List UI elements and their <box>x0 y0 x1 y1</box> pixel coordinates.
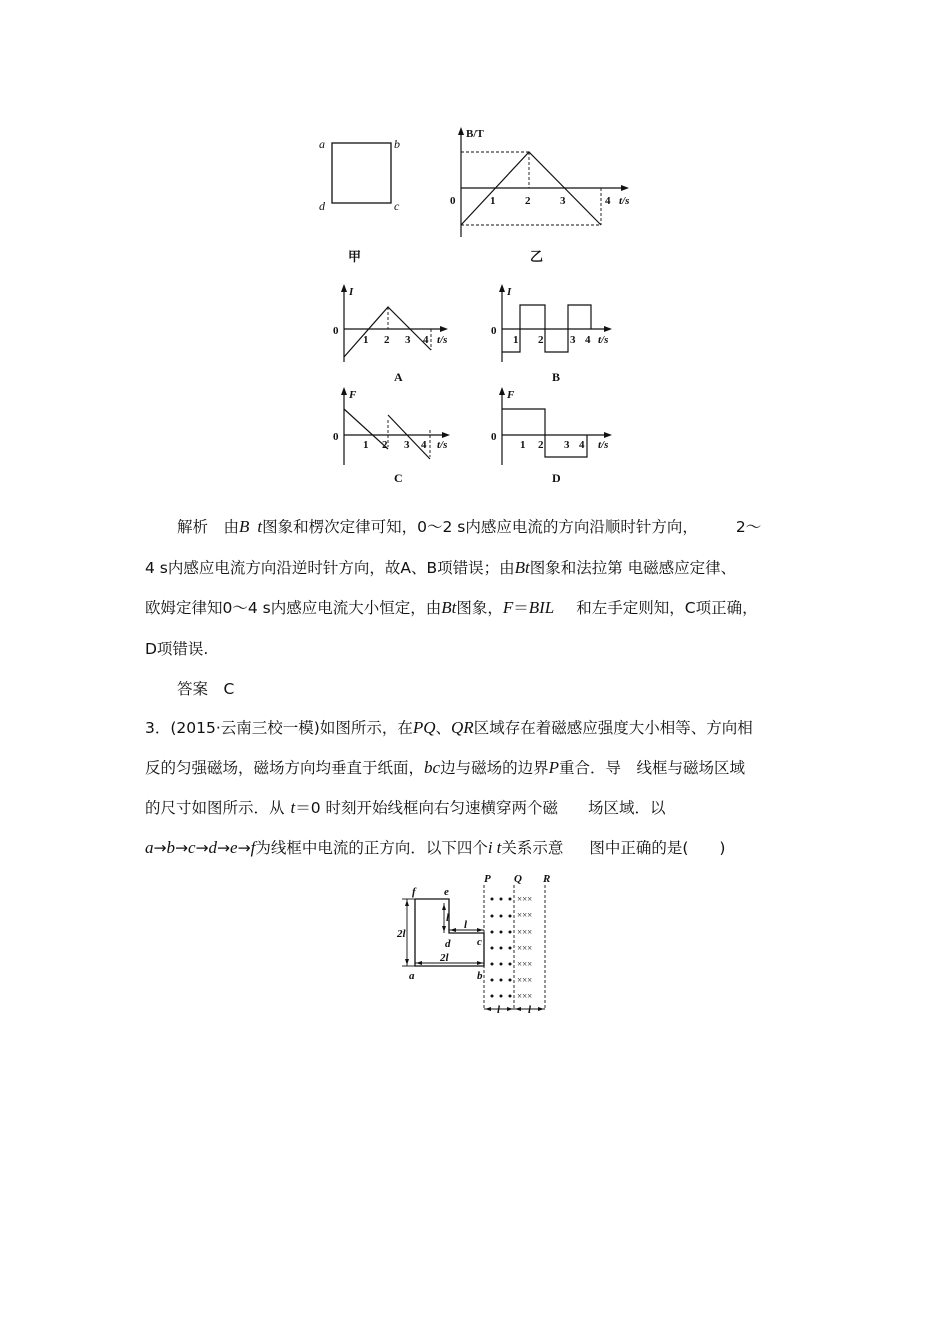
figure-yi <box>445 125 645 265</box>
dim-arrow <box>405 959 409 965</box>
dim-arrow <box>477 928 483 932</box>
dim-arrow <box>538 1007 544 1011</box>
label-a: a <box>409 970 415 982</box>
svg-text:×××: ××× <box>517 910 533 920</box>
y-axis-arrow <box>458 127 464 135</box>
svg-text:×××: ××× <box>517 959 533 969</box>
dim-arrow <box>442 904 446 910</box>
tick-1: 1 <box>513 334 519 346</box>
corner-d: d <box>319 199 325 213</box>
svg-text:×××: ××× <box>517 927 533 937</box>
label-p: P <box>484 873 491 885</box>
arrow-icon: → <box>217 839 231 857</box>
analysis-line-2: 4 s内感应电流方向沿逆时针方向，故A、B项错误；由Bt图象和法拉第 电磁感应定律、 <box>145 558 737 577</box>
dim-arrow <box>450 928 456 932</box>
x-axis-arrow <box>621 185 629 191</box>
tick-4: 4 <box>423 334 429 346</box>
f-t-curve <box>502 409 587 457</box>
label-2l-vertical: 2l <box>397 928 406 940</box>
question-3-figure <box>388 870 568 1015</box>
y-axis-arrow <box>499 284 505 292</box>
option-b-graph <box>488 282 628 387</box>
label-d: d <box>445 938 451 950</box>
field-dots-pq <box>491 898 512 998</box>
arrow-icon: → <box>195 839 209 857</box>
dim-arrow <box>485 1007 491 1011</box>
x-label: t/s <box>437 334 448 346</box>
y-axis-arrow <box>341 284 347 292</box>
x-label: t/s <box>619 195 630 207</box>
question-3-line-3: 的尺寸如图所示．从 t＝0 时刻开始线框向右匀速横穿两个磁 场区域．以 <box>145 798 666 817</box>
corner-a: a <box>319 137 325 151</box>
tick-3: 3 <box>405 334 411 346</box>
analysis-line-1: 解析 由B t图象和楞次定律可知，0～2 s内感应电流的方向沿顺时针方向， 2～ <box>177 517 762 536</box>
y-axis-arrow <box>341 387 347 395</box>
x-label: t/s <box>598 334 609 346</box>
dim-arrow <box>515 1007 521 1011</box>
f-segment-2 <box>388 415 430 459</box>
figure-jia <box>310 130 400 265</box>
x-label: t/s <box>598 439 609 451</box>
field-crosses-qr <box>517 894 532 1001</box>
arrow-icon: → <box>153 839 167 857</box>
tick-2: 2 <box>538 439 544 451</box>
tick-2: 2 <box>525 195 531 207</box>
tick-2: 2 <box>382 439 388 451</box>
origin-label: 0 <box>450 195 456 207</box>
corner-c: c <box>394 199 400 213</box>
tick-4: 4 <box>579 439 585 451</box>
caption-a: A <box>394 370 403 384</box>
svg-text:×××: ××× <box>517 894 533 904</box>
y-axis-arrow <box>499 387 505 395</box>
tick-1: 1 <box>520 439 526 451</box>
square-loop <box>332 143 391 203</box>
label-l-qr: l <box>528 1004 532 1016</box>
analysis-line-4: D项错误. <box>145 640 209 658</box>
x-axis-arrow <box>442 432 450 438</box>
dim-arrow <box>477 961 483 965</box>
analysis-line-3: 欧姆定律知0～4 s内感应电流大小恒定，由Bt图象，F＝BIL 和左手定则知，C项正确， <box>145 598 758 617</box>
tick-4: 4 <box>421 439 427 451</box>
arrow-icon: → <box>175 839 188 857</box>
i-t-curve <box>344 307 431 357</box>
question-3-line-1: 3．(2015·云南三校一模)如图所示，在PQ、QR区域存在着磁感应强度大小相等、方向相 <box>145 718 753 737</box>
option-c-graph <box>330 385 470 490</box>
x-label: t/s <box>437 439 448 451</box>
tick-2: 2 <box>538 334 544 346</box>
y-label: F <box>349 389 357 401</box>
question-3-line-4: a→b→c→d→e→f为线框中电流的正方向．以下四个i t关系示意 图中正确的是( ) <box>145 838 726 857</box>
tick-1: 1 <box>490 195 496 207</box>
option-d-graph <box>488 385 628 490</box>
label-2l-horizontal: 2l <box>440 952 449 964</box>
label-l-horizontal: l <box>464 919 468 931</box>
label-b: b <box>477 970 483 982</box>
tick-1: 1 <box>363 439 369 451</box>
y-label: B/T <box>466 128 484 140</box>
tick-4: 4 <box>585 334 591 346</box>
tick-2: 2 <box>384 334 390 346</box>
origin-label: 0 <box>491 431 497 443</box>
caption-c: C <box>394 471 403 485</box>
label-e: e <box>444 886 449 898</box>
dim-arrow <box>507 1007 513 1011</box>
y-label: F <box>507 389 515 401</box>
origin-label: 0 <box>333 431 339 443</box>
label-q: Q <box>514 873 522 885</box>
question-3-line-2: 反的匀强磁场，磁场方向均垂直于纸面，bc边与磁场的边界P重合．导 线框与磁场区域 <box>145 758 745 777</box>
label-r: R <box>543 873 551 885</box>
tick-3: 3 <box>560 195 566 207</box>
tick-3: 3 <box>564 439 570 451</box>
origin-label: 0 <box>491 325 497 337</box>
tick-3: 3 <box>570 334 576 346</box>
dim-arrow <box>416 961 422 965</box>
caption-jia: 甲 <box>348 249 362 264</box>
x-axis-arrow <box>604 432 612 438</box>
label-c: c <box>477 936 482 948</box>
tick-1: 1 <box>363 334 369 346</box>
corner-b: b <box>394 137 400 151</box>
label-f: f <box>412 886 416 898</box>
svg-text:×××: ××× <box>517 975 533 985</box>
answer-line: 答案 C <box>177 680 235 698</box>
label-l-vertical: l <box>446 912 450 924</box>
arrow-icon: → <box>237 839 251 857</box>
tick-4: 4 <box>605 195 611 207</box>
caption-d: D <box>552 471 561 485</box>
y-label: I <box>349 286 354 298</box>
svg-text:×××: ××× <box>517 991 533 1001</box>
origin-label: 0 <box>333 325 339 337</box>
dim-arrow <box>442 926 446 932</box>
caption-b: B <box>552 370 561 384</box>
label-l-pq: l <box>497 1004 501 1016</box>
x-axis-arrow <box>440 326 448 332</box>
tick-3: 3 <box>404 439 410 451</box>
svg-text:×××: ××× <box>517 943 533 953</box>
wire-frame <box>415 899 484 966</box>
option-a-graph <box>330 282 470 387</box>
dim-arrow <box>405 900 409 906</box>
x-axis-arrow <box>604 326 612 332</box>
y-label: I <box>507 286 512 298</box>
caption-yi: 乙 <box>530 249 544 264</box>
